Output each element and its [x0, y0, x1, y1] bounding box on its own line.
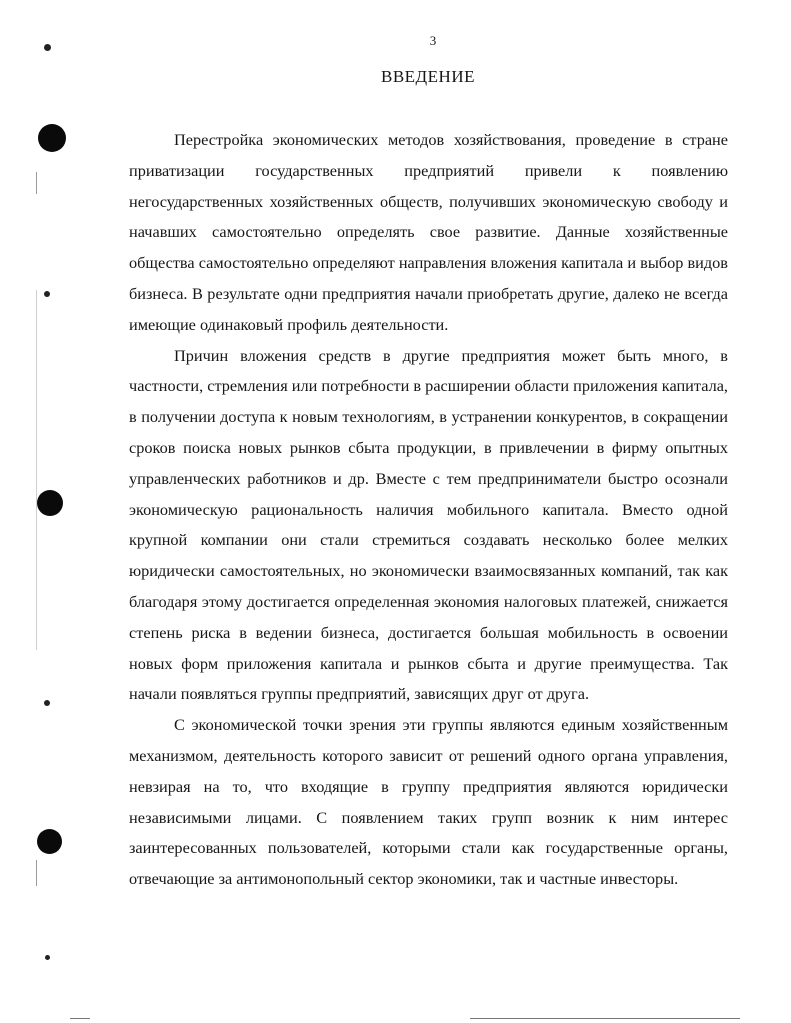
paragraph: Причин вложения средств в другие предприятия может быть много, в частности, стремления или потребности в расширении области приложения капитала, в получении доступа к новым технологиям, в устранении конкурентов, в сокращении сроков поиска новых рынков сбыта продукции, в привлечении в фирму опытных управленческих работников и др. Вместе с тем предприниматели быстро осознали экономическую рациональность наличия мобильного капитала. Вместо одной крупной компании они стали стремиться создавать несколько более мелких юридически самостоятельных, но экономически взаимосвязанных компаний, так как благодаря этому достигается определенная экономия налоговых платежей, снижается степень риска в ведении бизнеса, достигается большая мобильность в освоении новых форм приложения капитала и рынков сбыта и другие преимущества. Так начали появляться группы предприятий, зависящих друг от друга. [129, 345, 728, 704]
page-number: 3 [429, 33, 437, 48]
scan-speck [44, 700, 50, 706]
page-title: ВВЕДЕНИЕ [381, 67, 475, 86]
scan-bottom-line [70, 1018, 90, 1019]
paragraph: Перестройка экономических методов хозяйствования, проведение в стране приватизации государственных предприятий привели к появлению негосударственных хозяйственных обществ, получивших экономическую свободу и начавших самостоятельно определять свое развитие. Данные хозяйственные общества самостоятельно определяют направления вложения капитала и выбор видов бизнеса. В результате одни предприятия начали приобретать другие, далеко не всегда имеющие одинаковый профиль деятельности. [129, 130, 728, 334]
scan-edge-line [36, 290, 37, 650]
scan-speck [44, 291, 50, 297]
binding-hole [38, 124, 66, 152]
scan-edge-line [36, 172, 37, 194]
scan-edge-line [36, 860, 37, 886]
paragraph: С экономической точки зрения эти группы являются единым хозяйственным механизмом, деятельность которого зависит от решений одного органа управления, невзирая на то, что входящие в группу предприятия являются юридически независимыми лицами. С появлением таких групп возник к ним интерес заинтересованных пользователей, которыми стали как государственные органы, отвечающие за антимонопольный сектор экономики, так и частные инвесторы. [129, 715, 728, 889]
document-body [129, 125, 728, 895]
scan-speck [45, 955, 50, 960]
binding-hole [37, 490, 63, 516]
binding-hole [37, 829, 62, 854]
scan-bottom-line [470, 1018, 740, 1019]
